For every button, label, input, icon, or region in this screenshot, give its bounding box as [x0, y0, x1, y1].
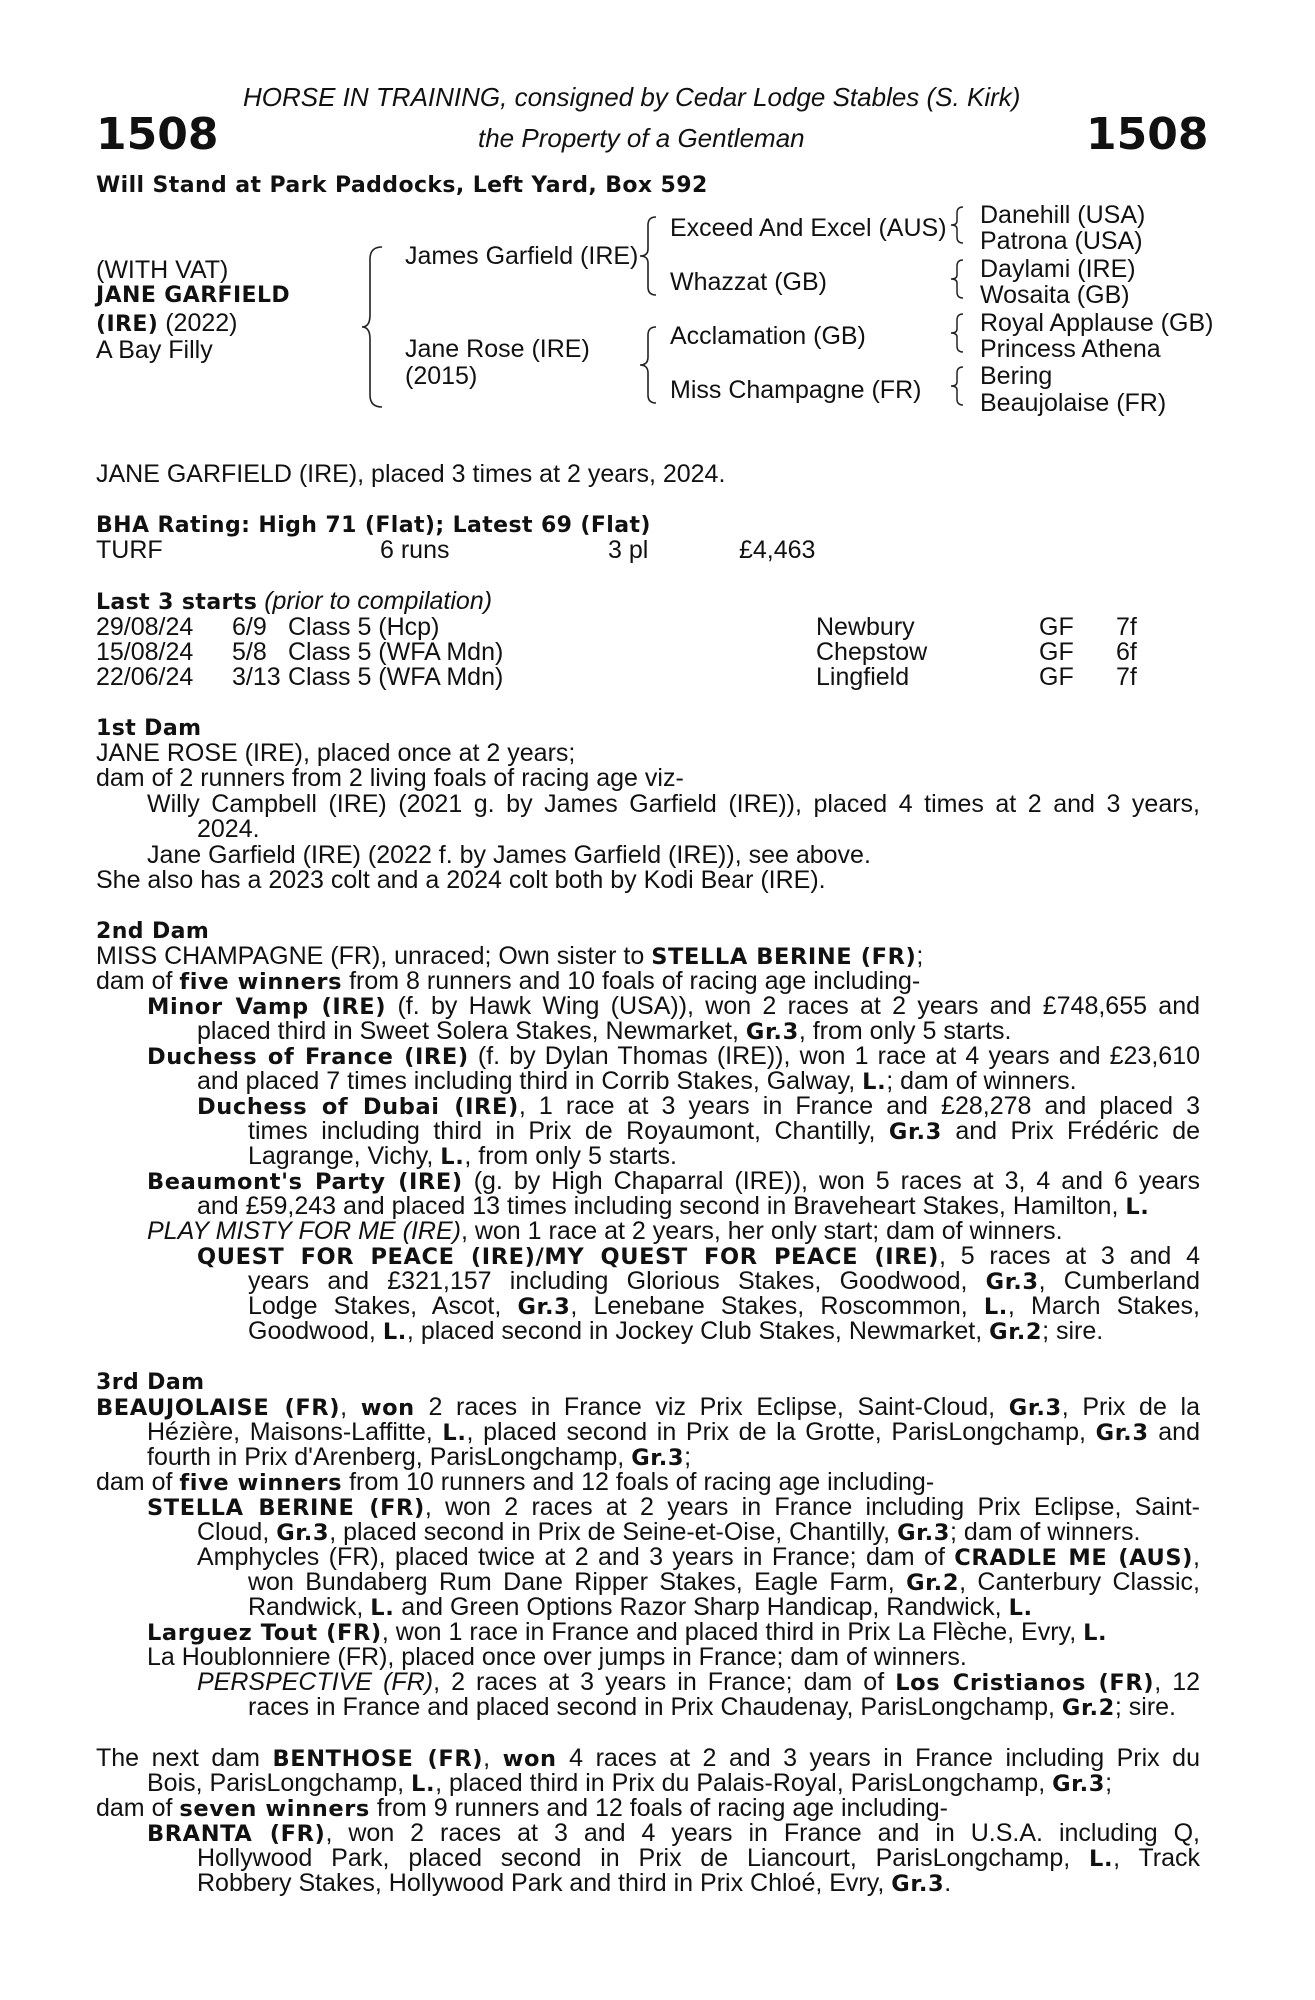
pedigree-dam-dam: Miss Champagne (FR) — [670, 376, 922, 404]
bha-rating: BHA Rating: High 71 (Flat); Latest 69 (Flat) — [96, 513, 651, 538]
horse-origin-year — [96, 311, 237, 337]
pedigree-brace-ss — [947, 205, 967, 245]
third-dam-line: dam of five winners from 10 runners and 12 foals of racing age including- — [96, 1468, 935, 1496]
start-position: 3/13 — [232, 663, 281, 691]
pedigree-dss: Royal Applause (GB) — [980, 309, 1214, 337]
start-position: 6/9 — [232, 613, 267, 641]
third-dam-line: Cloud, Gr.3, placed second in Prix de Seine-et-Oise, Chantilly, Gr.3; dam of winners. — [197, 1518, 1141, 1546]
second-dam-heading: 2nd Dam — [96, 919, 210, 944]
second-dam-line: and placed 7 times including third in Corrib Stakes, Galway, L.; dam of winners. — [197, 1067, 1077, 1095]
start-going: GF — [1039, 663, 1074, 691]
first-dam-line: Willy Campbell (IRE) (2021 g. by James Garfield (IRE)), placed 4 times at 2 and 3 years, — [147, 790, 1200, 818]
lot-number-right: 1508 — [1086, 109, 1209, 160]
first-dam-heading: 1st Dam — [96, 716, 202, 741]
third-dam-line: Randwick, L. and Green Options Razor Sharp Handicap, Randwick, L. — [248, 1593, 1033, 1621]
second-dam-line: QUEST FOR PEACE (IRE)/MY QUEST FOR PEACE (IRE), 5 races at 3 and 4 — [197, 1242, 1200, 1270]
pedigree-brace-sire — [636, 215, 660, 297]
pedigree-dds: Bering — [980, 362, 1053, 390]
third-dam-line: races in France and placed second in Prix Chaudenay, ParisLongchamp, Gr.2; sire. — [248, 1693, 1176, 1721]
pedigree-dam-year: (2015) — [405, 362, 478, 390]
consignment-line: HORSE IN TRAINING, consigned by Cedar Lodge Stables (S. Kirk) — [243, 82, 1021, 112]
pedigree-sss: Danehill (USA) — [980, 201, 1146, 229]
second-dam-line: years and £321,157 including Glorious Stakes, Goodwood, Gr.3, Cumberland — [248, 1267, 1200, 1295]
start-course: Chepstow — [816, 638, 928, 666]
start-date: 22/06/24 — [96, 663, 194, 691]
next-dam-line: BRANTA (FR), won 2 races at 3 and 4 years in France and in U.S.A. including Q, — [147, 1819, 1200, 1847]
horse-country: (IRE) — [96, 312, 159, 337]
rating-placed: 3 pl — [608, 536, 649, 564]
third-dam-line: Larguez Tout (FR), won 1 race in France and placed third in Prix La Flèche, Evry, L. — [147, 1618, 1108, 1646]
start-distance: 7f — [1116, 613, 1137, 641]
last-starts-heading — [96, 589, 492, 615]
horse-year: (2022) — [158, 309, 238, 337]
second-dam-line: MISS CHAMPAGNE (FR), unraced; Own sister to STELLA BERINE (FR); — [96, 942, 924, 970]
next-dam-line: Robbery Stakes, Hollywood Park and third in Prix Chloé, Evry, Gr.3. — [197, 1869, 952, 1897]
pedigree-sdd: Wosaita (GB) — [980, 281, 1130, 309]
pedigree-brace-sd — [947, 258, 967, 300]
start-going: GF — [1039, 613, 1074, 641]
lot-number-left: 1508 — [96, 109, 219, 160]
start-race: Class 5 (WFA Mdn) — [288, 638, 504, 666]
second-dam-line: Lagrange, Vichy, L., from only 5 starts. — [248, 1142, 677, 1170]
first-dam-line: She also has a 2023 colt and a 2024 colt both by Kodi Bear (IRE). — [96, 866, 826, 894]
pedigree-sire: James Garfield (IRE) — [405, 242, 639, 270]
third-dam-line: Amphycles (FR), placed twice at 2 and 3 years in France; dam of CRADLE ME (AUS), — [197, 1543, 1200, 1571]
second-dam-line: times including third in Prix de Royaumont, Chantilly, Gr.3 and Prix Frédéric de — [248, 1117, 1201, 1145]
second-dam-line: dam of five winners from 8 runners and 10 foals of racing age including- — [96, 967, 921, 995]
first-dam-line: Jane Garfield (IRE) (2022 f. by James Garfield (IRE)), see above. — [147, 841, 871, 869]
pedigree-brace-dam — [636, 325, 660, 405]
property-line: the Property of a Gentleman — [478, 123, 805, 153]
second-dam-line: and £59,243 and placed 13 times including second in Braveheart Stakes, Hamilton, L. — [197, 1192, 1150, 1220]
pedigree-ddd: Beaujolaise (FR) — [980, 389, 1167, 417]
pedigree-sire-dam: Whazzat (GB) — [670, 268, 827, 296]
first-dam-line: JANE ROSE (IRE), placed once at 2 years; — [96, 739, 576, 767]
second-dam-line: Minor Vamp (IRE) (f. by Hawk Wing (USA)), won 2 races at 2 years and £748,655 and — [147, 992, 1200, 1020]
next-dam-line: dam of seven winners from 9 runners and 12 foals of racing age including- — [96, 1794, 949, 1822]
start-going: GF — [1039, 638, 1074, 666]
pedigree-brace-ds — [947, 312, 967, 354]
second-dam-line: Duchess of France (IRE) (f. by Dylan Thomas (IRE)), won 1 race at 4 years and £23,610 — [147, 1042, 1200, 1070]
second-dam-line: PLAY MISTY FOR ME (IRE), won 1 race at 2 years, her only start; dam of winners. — [147, 1217, 1063, 1245]
race-summary: JANE GARFIELD (IRE), placed 3 times at 2 years, 2024. — [96, 460, 726, 488]
last-starts-title: Last 3 starts — [96, 590, 258, 615]
third-dam-heading: 3rd Dam — [96, 1370, 205, 1395]
second-dam-line: placed third in Sweet Solera Stakes, Newmarket, Gr.3, from only 5 starts. — [197, 1017, 1012, 1045]
rating-runs: 6 runs — [380, 536, 450, 564]
third-dam-line: won Bundaberg Rum Dane Ripper Stakes, Eagle Farm, Gr.2, Canterbury Classic, — [248, 1568, 1200, 1596]
third-dam-line: La Houblonniere (FR), placed once over jumps in France; dam of winners. — [147, 1643, 967, 1671]
start-distance: 6f — [1116, 638, 1137, 666]
pedigree-sire-sire: Exceed And Excel (AUS) — [670, 214, 947, 242]
horse-description: A Bay Filly — [96, 336, 213, 364]
start-date: 15/08/24 — [96, 638, 194, 666]
next-dam-line: The next dam BENTHOSE (FR), won 4 races at 2 and 3 years in France including Prix du — [96, 1744, 1200, 1772]
horse-name: JANE GARFIELD — [96, 283, 291, 308]
second-dam-line: Goodwood, L., placed second in Jockey Club Stakes, Newmarket, Gr.2; sire. — [248, 1317, 1104, 1345]
start-position: 5/8 — [232, 638, 267, 666]
pedigree-dam: Jane Rose (IRE) — [405, 335, 590, 363]
rating-prize: £4,463 — [739, 536, 816, 564]
vat-note: (WITH VAT) — [96, 256, 229, 284]
first-dam-line: 2024. — [197, 815, 260, 843]
start-course: Newbury — [816, 613, 915, 641]
start-distance: 7f — [1116, 663, 1137, 691]
pedigree-ssd: Patrona (USA) — [980, 227, 1143, 255]
start-date: 29/08/24 — [96, 613, 194, 641]
stable-location: Will Stand at Park Paddocks, Left Yard, Box 592 — [96, 173, 708, 198]
pedigree-dam-sire: Acclamation (GB) — [670, 322, 866, 350]
third-dam-line: fourth in Prix d'Arenberg, ParisLongchamp, Gr.3; — [147, 1443, 692, 1471]
start-race: Class 5 (Hcp) — [288, 613, 440, 641]
first-dam-line: dam of 2 runners from 2 living foals of racing age viz- — [96, 764, 684, 792]
third-dam-line: STELLA BERINE (FR), won 2 races at 2 years in France including Prix Eclipse, Saint- — [147, 1493, 1200, 1521]
pedigree-brace-main — [360, 245, 400, 410]
rating-surface: TURF — [96, 536, 163, 564]
last-starts-note: (prior to compilation) — [264, 587, 493, 615]
third-dam-line: PERSPECTIVE (FR), 2 races at 3 years in France; dam of Los Cristianos (FR), 12 — [197, 1668, 1200, 1696]
third-dam-line: BEAUJOLAISE (FR), won 2 races in France viz Prix Eclipse, Saint-Cloud, Gr.3, Prix de la — [96, 1393, 1200, 1421]
second-dam-line: Beaumont's Party (IRE) (g. by High Chaparral (IRE)), won 5 races at 3, 4 and 6 years — [147, 1167, 1201, 1195]
pedigree-dsd: Princess Athena — [980, 335, 1161, 363]
start-race: Class 5 (WFA Mdn) — [288, 663, 504, 691]
second-dam-line: Lodge Stakes, Ascot, Gr.3, Lenebane Stakes, Roscommon, L., March Stakes, — [248, 1292, 1200, 1320]
pedigree-sds: Daylami (IRE) — [980, 255, 1136, 283]
start-course: Lingfield — [816, 663, 910, 691]
second-dam-line: Duchess of Dubai (IRE), 1 race at 3 years in France and £28,278 and placed 3 — [197, 1092, 1200, 1120]
pedigree-brace-dd — [947, 365, 967, 407]
next-dam-line: Hollywood Park, placed second in Prix de Liancourt, ParisLongchamp, L., Track — [197, 1844, 1200, 1872]
next-dam-line: Bois, ParisLongchamp, L., placed third in Prix du Palais-Royal, ParisLongchamp, Gr.3; — [147, 1769, 1113, 1797]
third-dam-line: Hézière, Maisons-Laffitte, L., placed second in Prix de la Grotte, ParisLongchamp, Gr.3 and — [147, 1418, 1200, 1446]
